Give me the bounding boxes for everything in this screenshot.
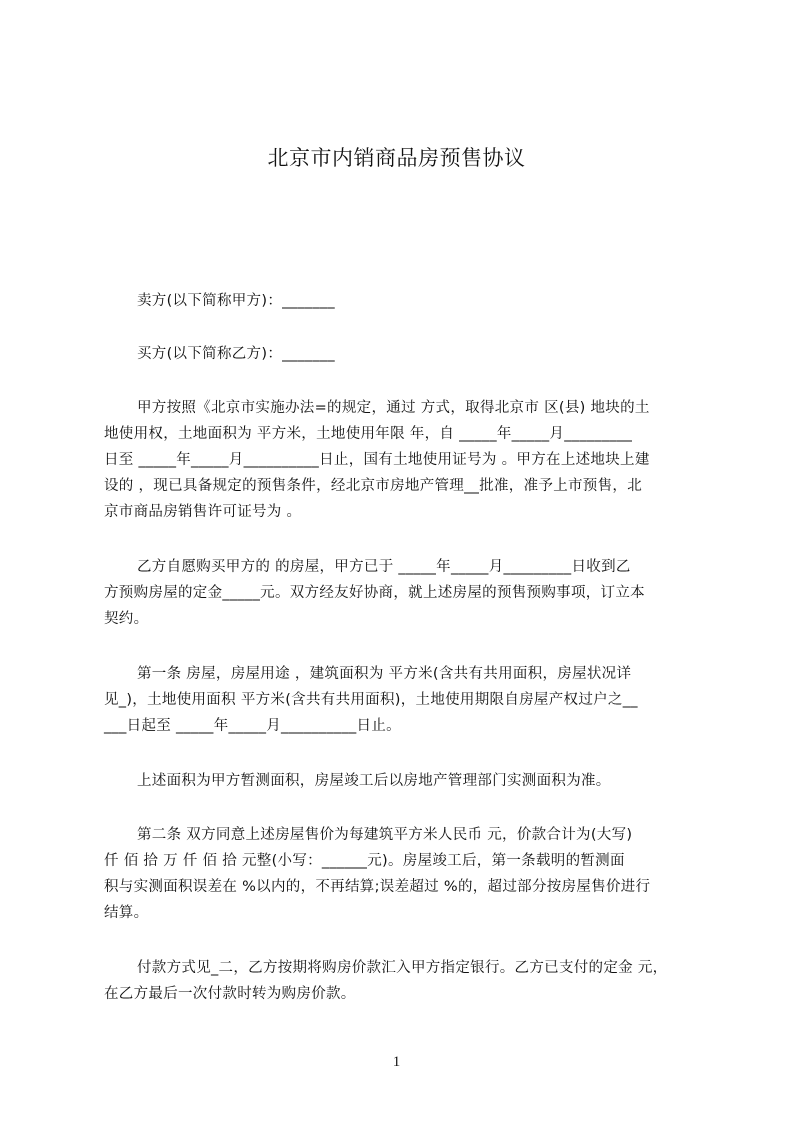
document-title: 北京市内销商品房预售协议 (267, 146, 526, 170)
paragraph-line: 方预购房屋的定金_____元。双方经友好协商，就上述房屋的预售预购事项，订立本 (104, 585, 645, 601)
page-number: 1 (392, 1054, 401, 1070)
paragraph-line: 地使用权，土地面积为 平方米，土地使用年限 年，自 _____年_____月_________ (104, 426, 633, 442)
paragraph-line: 日至 _____年_____月__________日止，国有土地使用证号为 。甲方在上述地块上建 (104, 452, 650, 468)
paragraph-line: 乙方自愿购买甲方的 的房屋，甲方已于 _____年_____月_________日收到乙 (137, 559, 631, 575)
paragraph-line: 上述面积为甲方暂测面积，房屋竣工后以房地产管理部门实测面积为准。 (137, 773, 611, 789)
article-one-line: 见_)，土地使用面积 平方米(含共有共用面积)，土地使用期限自房屋产权过户之__ (104, 692, 638, 708)
paragraph-line: 契约。 (104, 611, 149, 627)
paragraph-line: 设的 ，现已具备规定的预售条件，经北京市房地产管理__批准，准予上市预售，北 (104, 478, 643, 494)
article-two-line: 结算。 (104, 905, 149, 921)
article-two-line: 第二条 双方同意上述房屋售价为每建筑平方米人民币 元，价款合计为(大写) (137, 827, 633, 843)
article-two-line: 积与实测面积误差在 %以内的，不再结算;误差超过 %的，超过部分按房屋售价进行 (104, 879, 651, 895)
payment-line: 付款方式见_二，乙方按期将购房价款汇入甲方指定银行。乙方已支付的定金 元， (137, 960, 668, 976)
article-two-line: 仟 佰 拾 万 仟 佰 拾 元整(小写：______元)。房屋竣工后，第一条载明的暂测面 (104, 853, 625, 869)
paragraph-line: 京市商品房销售许可证号为 。 (104, 504, 302, 520)
article-one-line: ___日起至 _____年_____月__________日止。 (104, 718, 401, 734)
article-one-line: 第一条 房屋，房屋用途 ，建筑面积为 平方米(含共有共用面积，房屋状况详 (137, 666, 632, 682)
buyer-line: 买方(以下简称乙方)：_______ (137, 346, 335, 362)
payment-line: 在乙方最后一次付款时转为购房价款。 (104, 986, 356, 1002)
seller-line: 卖方(以下简称甲方)：_______ (137, 293, 335, 309)
paragraph-line: 甲方按照《北京市实施办法=的规定，通过 方式，取得北京市 区(县) 地块的土 (137, 400, 650, 416)
